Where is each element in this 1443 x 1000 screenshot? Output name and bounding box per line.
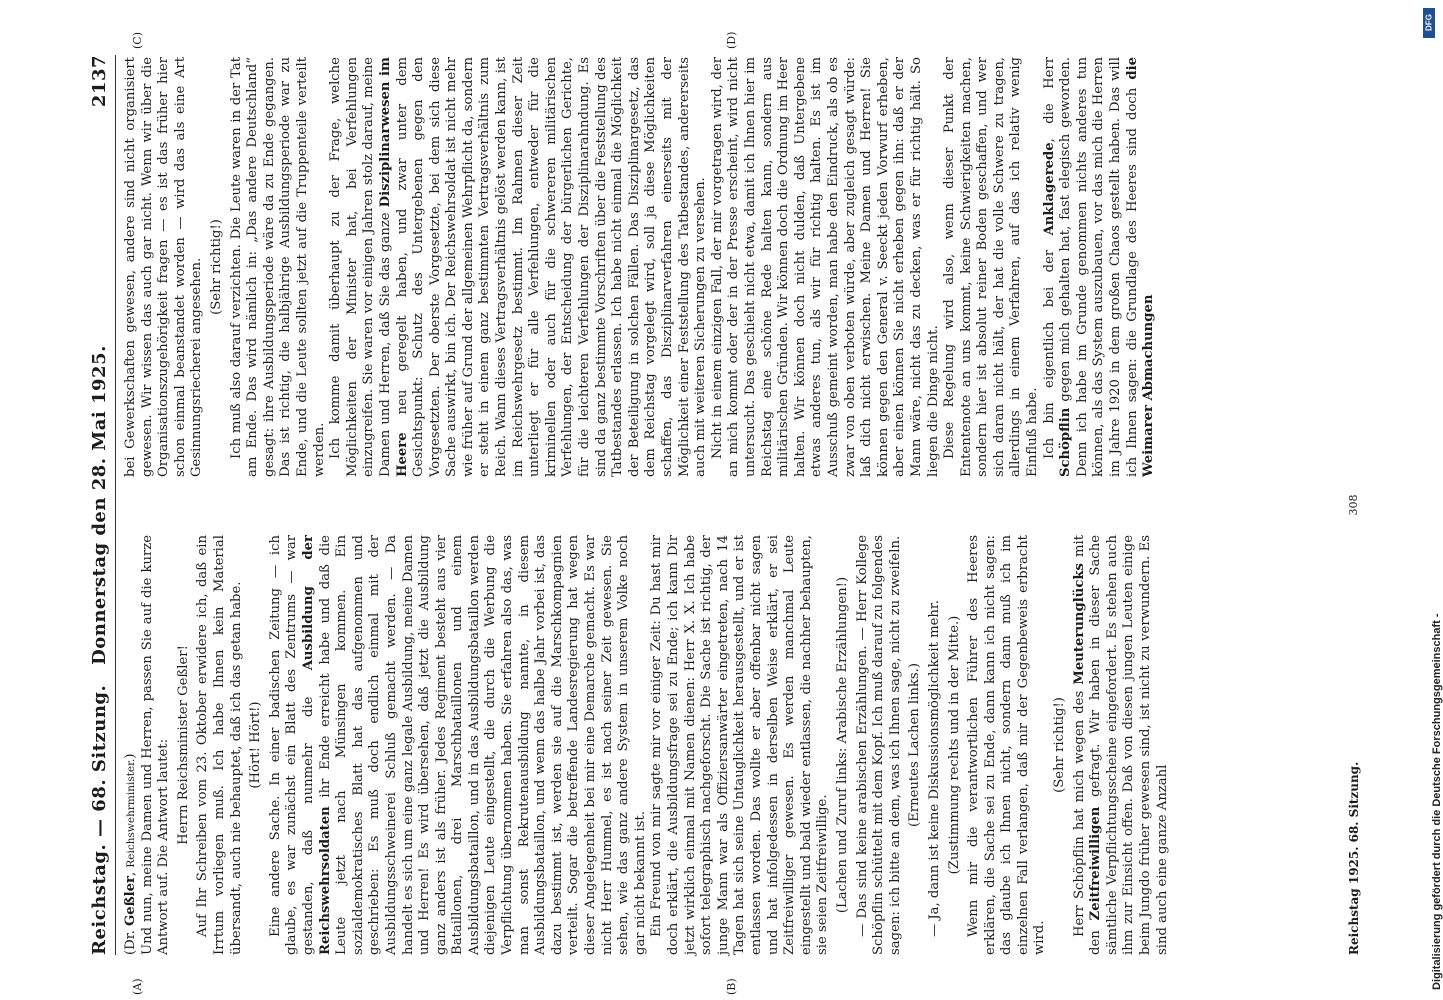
right-column-paragraph: Ich bin eigentlich bei der Anklagerede, die Herr Schöpflin gegen mich gehalten hat, fast elegisch geworden. Denn ich habe im Grunde genommen nichts anderes tun können, als das System auszubauen, vor das mich die Herren im Jahre 1920 in dem großen Chaos gestellt haben. Das will ich Ihnen sagen: die Grundlage des Heeres sind doch die Weimarer Abmachungen (1041, 56, 1157, 477)
left-column-interjection: (Lachen und Zuruf links: Arabische Erzählungen!) (834, 576, 850, 914)
left-column-paragraph: — Das sind keine arabischen Erzählungen. — Herr Kollege Schöpflin schüttelt mit dem Kopf. Ich muß darauf zu folgendes sagen: ich bitte an dem, was ich Ihnen sage, nicht zu zweifeln. (854, 535, 903, 955)
footer-page-number: 308 (1347, 494, 1360, 516)
left-column-paragraph: Eine andere Sache. In einer badischen Zeitung — ich glaube, es war zunächst ein Blatt des Zentrums — war gestanden, daß nunmehr die Ausbildung der Reichswehrsoldaten ihr Ende erreicht habe und daß die Leute jetzt nach Münsingen kommen. Ein sozialdemokratisches Blatt hat das aufgenommen und geschrieben: Es muß doch endlich einmal mit der Ausbildungsschweinerei Schluß gemacht werden. — Da handelt es sich um eine ganz legale Ausbildung, meine Damen und Herren! Es wird übersehen, daß jetzt die Ausbildung ganz anders ist als früher. Jedes Regiment besteht aus vier Bataillonen, drei Marschbataillonen und einem Ausbildungsbataillon, und in das Ausbildungsbataillon werden diejenigen Leute eingestellt, die durch die Werbung die Verpflichtung übernommen haben. Sie erfahren also das, was man sonst Rekrutenausbildung nannte, in diesem Ausbildungsbataillon, und wenn das halbe Jahr vorbei ist, das dazu bestimmt ist, werden sie auf die Marschkompagnien verteilt. Sogar die betreffende Landesregierung hat wegen dieser Angelegenheit bei mir eine Demarche gemacht. Es war nicht Herr Hummel, es ist nach seiner Zeit gewesen. Sie sehen, wie das ganz andere System in unserem Volke noch gar nicht bekannt ist. (267, 535, 648, 955)
left-column-interjection: (Zustimmung rechts und in der Mitte.) (946, 615, 962, 875)
right-column-paragraph: Nicht in einem einzigen Fall, der mir vorgetragen wird, der an mich kommt oder der in der Presse erscheint, wird nicht untersucht. Das geschieht nicht etwa, damit ich Ihnen hier im Reichstag eine schöne Rede halten kann, sondern aus militärischen Gründen. Wir können doch die Ordnung im Heer halten. Wir können doch nicht dulden, daß Untergebene etwas anderes tun, als wir für richtig halten. Es ist im Ausschuß gemeint worden, man habe den Eindruck, als ob es zwar von oben verboten würde, aber zugleich gesagt würde: laß dich nicht erwischen. Meine Damen und Herren! Sie können gegen den General v. Seeckt jeden Vorwurf erheben, aber einen können Sie nicht erheben gegen ihn: daß er der Mann wäre, nicht das zu decken, was er für richtig hält. So liegen die Dinge nicht. (709, 57, 941, 477)
header-page-number: 2137 (89, 55, 110, 108)
left-column-paragraph: Wenn mir die verantwortlichen Führer des Heeres erklären, die Sache sei zu Ende, dann kann ich nicht sagen: das glaube ich Ihnen nicht, sondern dann muß ich im einzelnen Fall verlangen, daß mir der Gegenbeweis erbracht wird. (966, 535, 1048, 955)
right-column-paragraph: Ich muß also darauf verzichten. Die Leute waren in der Tat am Ende. Das wird nämlich in: „Das andere Deutschland“ gesagt: ihre Ausbildungsperiode wäre da zu Ende gegangen. Das ist richtig, die halbjährige Ausbildungsperiode war zu Ende, und die Leute sollten jetzt auf die Truppenteile verteilt werden. (228, 57, 327, 477)
margin-marker-d: (D) (725, 31, 738, 49)
header-date: Donnerstag den 28. Mai 1925. (89, 345, 110, 665)
rotated-page-content (85, 31, 1385, 995)
header-rule (115, 55, 116, 955)
left-column-interjection: (Erneutes Lachen links.) (907, 663, 923, 827)
footer-source: Reichstag 1925. 68. Sitzung. (1347, 761, 1361, 955)
margin-marker-b: (B) (725, 978, 738, 995)
left-column-interjection: (Hört! Hört!) (248, 701, 264, 789)
left-column-paragraph: — Ja, dann ist keine Diskussionsmöglichkeit mehr. (926, 600, 942, 937)
right-column-paragraph: Diese Regelung wird also, wenn dieser Punkt der Ententenote an uns kommt, keine Schwierigkeiten machen, sondern hier ist absolut reiner Boden geschaffen, und wer sich daran nicht hält, der hat die volle Schwere zu tragen, allerdings in einem Verfahren, auf das ich relativ wenig Einfluß habe. (942, 57, 1041, 477)
header-session: Reichstag. — 68. Sitzung. (89, 684, 110, 955)
right-column-paragraph: Ich komme damit überhaupt zu der Frage, welche Möglichkeiten der Minister hat, bei Verfehlungen einzugreifen. Sie waren vor einigen Jahren stolz darauf, meine Damen und Herren, daß Sie das ganze Disziplinarwesen im Heere neu geregelt haben, und zwar unter dem Gesichtspunkt: Schutz des Untergebenen gegen den Vorgesetzten. Der oberste Vorgesetzte, bei dem sich diese Sache auswirkt, bin ich. Der Reichswehrsoldat ist nicht mehr wie früher auf Grund der allgemeinen Wehrpflicht da, sondern er steht in einem ganz bestimmten Vertragsverhältnis zum Reich. Wann dieses Vertragsverhältnis gelöst werden kann, ist im Reichswehrgesetz bestimmt. Im Rahmen dieser Zeit unterliegt er für alle Verfehlungen, entweder für die kriminellen oder auch für die schwereren militärischen Verfehlungen, der Entscheidung der bürgerlichen Gerichte, für die leichteren Verfehlungen der Disziplinarahndung. Es sind da ganz bestimmte Vorschriften über die Feststellung des Tatbestandes erlassen. Ich habe nicht einmal die Möglichkeit der Beteiligung in solchen Fällen. Das Disziplinargesetz, das dem Reichstag vorgelegt wird, soll ja diese Möglichkeiten schaffen, das Disziplinarverfahren einerseits mit der Möglichkeit einer Feststellung des Tatbestandes, andererseits auch mit weiteren Sicherungen zu versehen. (328, 56, 709, 477)
left-column-paragraph: Herr Schöpflin hat mich wegen des Meuterunglücks mit den Zeitfreiwilligen gefragt. Wir haben in dieser Sache sämtliche Verpflichtungsscheine eingefordert. Es stehen auch ihm zur Einsicht offen. Daß von diesen jungen Leuten einige beim Jungdo früher gewesen sind, ist nicht zu verwundern. Es sind auch eine ganze Anzahl (1071, 534, 1170, 955)
left-column-paragraph: Auf Ihr Schreiben vom 23. Oktober erwidere ich, daß ein Irrtum vorliegen muß. Ich habe Ihnen kein Material übersandt, auch nie behauptet, daß ich das getan habe. (195, 535, 244, 955)
left-column-interjection: Herrn Reichsminister Geßler! (175, 645, 191, 845)
right-text-column (123, 57, 1158, 477)
dfg-logo-text: DFG (1424, 14, 1434, 31)
dfg-credit-line: Digitalisierung gefördert durch die Deutsche Forschungsgemeinschaft - (1431, 613, 1443, 990)
dfg-logo (1423, 8, 1435, 38)
left-column-paragraph: (Dr. Geßler, Reichswehrminister.) (123, 753, 138, 955)
left-column-paragraph: Und nun, meine Damen und Herren, passen Sie auf die kurze Antwort auf. Die Antwort lautet: (139, 535, 172, 955)
left-text-column (123, 535, 1171, 955)
left-column-interjection: (Sehr richtig!) (1052, 697, 1068, 793)
left-column-paragraph: Ein Freund von mir sagte mir vor einiger Zeit: Du hast mir doch erklärt, die Ausbildungsfrage sei zu Ende; ich kann Dir jetzt wirklich einmal mit Namen dienen: Herr X. X. Ich habe sofort telegraphisch nachgeforscht. Die Sache ist richtig, der junge Mann war als Offiziersanwärter eingetreten, nach 14 Tagen hat sich seine Untauglichkeit herausgestellt, und er ist entlassen worden. Das wollte er aber offenbar nicht sagen und hat infolgedessen in derselben Weise erklärt, er sei Zeitfreiwilliger gewesen. Es werden manchmal Leute eingestellt und bald wieder entlassen, die nachher behaupten, sie seien Zeitfreiwillige. (649, 535, 831, 955)
margin-marker-a: (A) (131, 978, 144, 995)
page-header (85, 55, 117, 955)
right-column-interjection: (Sehr richtig!) (208, 219, 224, 315)
right-column-paragraph: bei Gewerkschaften gewesen, andere sind nicht organisiert gewesen. Wir wissen das auch gar nicht. Wenn wir über die Organisationszugehörigkeit fragen — es ist das früher hier schon einmal beanstandet worden — wird das als eine Art Gesinnungsriecherei angesehen. (123, 57, 205, 477)
margin-marker-c: (C) (131, 32, 144, 49)
